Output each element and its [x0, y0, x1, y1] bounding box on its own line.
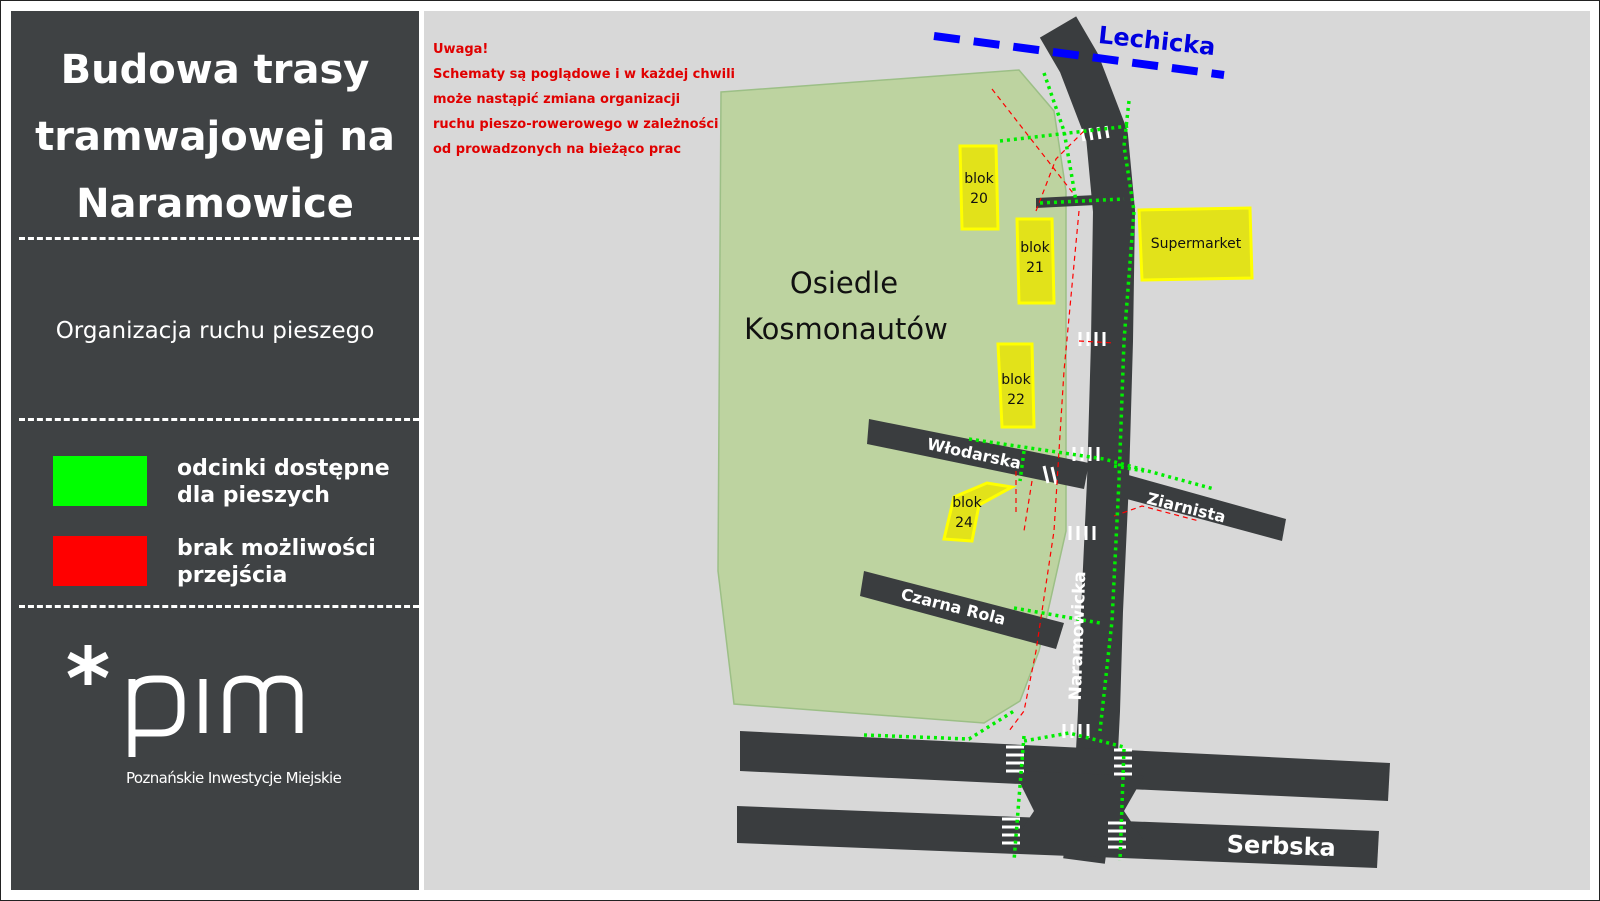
legend-swatch-blocked — [53, 536, 147, 586]
label-blok-22-word: blok — [1001, 372, 1031, 388]
street-label-naramowicka: Naramowicka — [1065, 570, 1091, 701]
title-line-3: Naramowice — [76, 181, 354, 227]
label-blok-24-word: blok — [952, 495, 982, 511]
warning-line-4: ruchu pieszo-rowerowego w zależności — [433, 117, 719, 132]
street-label-wlodarska: Włodarska — [925, 434, 1023, 473]
street-label-serbska: Serbska — [1226, 830, 1337, 862]
street-label-czarna-rola: Czarna Rola — [899, 584, 1008, 629]
label-blok-20-num: 20 — [970, 191, 988, 207]
warning-line-1: Uwaga! — [433, 42, 489, 57]
label-blok-20-word: blok — [964, 171, 994, 187]
legend-label-accessible: odcinki dostępne dla pieszych — [177, 456, 390, 508]
legend-label-blocked: brak możliwości przejścia — [177, 536, 376, 588]
district-label-line-2: Kosmonautów — [744, 312, 948, 346]
pim-logo-graphic — [51, 639, 391, 769]
street-label-ziarnista: Ziarnista — [1144, 488, 1228, 527]
label-blok-22-num: 22 — [1007, 392, 1025, 408]
pim-logo — [51, 639, 391, 799]
logo-tagline: Poznańskie Inwestycje Miejskie — [126, 769, 342, 787]
divider-1 — [19, 237, 419, 240]
label-blok-21-num: 21 — [1026, 260, 1044, 276]
street-label-lechicka: Lechicka — [1096, 20, 1217, 62]
legend-swatch-accessible — [53, 456, 147, 506]
building-blok-20 — [960, 146, 998, 229]
warning-line-3: może nastąpić zmiana organizacji — [433, 92, 681, 107]
map — [424, 11, 1590, 890]
title-line-2: tramwajowej na — [35, 114, 395, 160]
warning-note — [433, 37, 753, 162]
subtitle: Organizacja ruchu pieszego — [55, 318, 375, 344]
district-label-line-1: Osiedle — [789, 266, 899, 300]
label-blok-24-num: 24 — [955, 515, 973, 531]
sidebar — [11, 11, 419, 890]
title-line-1: Budowa trasy — [60, 47, 370, 93]
label-supermarket: Supermarket — [1150, 236, 1242, 252]
page-title — [11, 37, 419, 238]
warning-line-5: od prowadzonych na bieżąco prac — [433, 142, 682, 157]
warning-line-2: Schematy są poglądowe i w każdej chwili — [433, 67, 736, 82]
divider-2 — [19, 418, 419, 421]
label-blok-21-word: blok — [1020, 240, 1050, 256]
divider-3 — [19, 605, 419, 608]
